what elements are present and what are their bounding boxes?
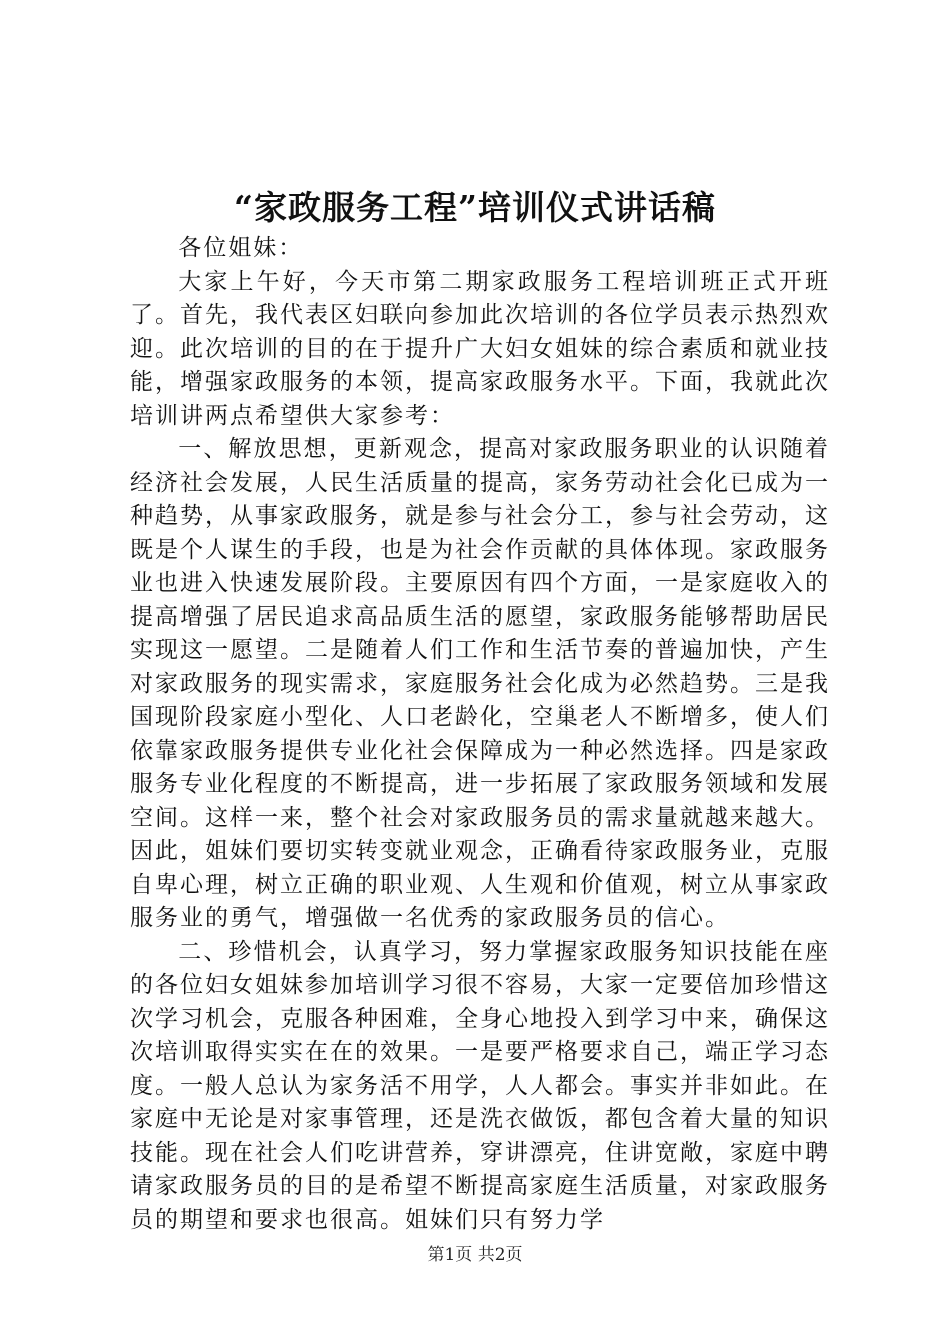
page-footer: 第1页 共2页: [427, 1245, 523, 1265]
document-title: “家政服务工程”培训仪式讲话稿: [234, 188, 716, 227]
document-body: [130, 232, 830, 1237]
paragraph-point-two: 二、珍惜机会，认真学习，努力掌握家政服务知识技能在座的各位妇女姐妹参加培训学习很不容易，大家一定要倍加珍惜这次学习机会，克服各种困难，全身心地投入到学习中来，确保这次培训取得实实在在的效果。一是要严格要求自己，端正学习态度。一般人总认为家务活不用学，人人都会。事实并非如此。在家庭中无论是对家事管理，还是洗衣做饭，都包含着大量的知识技能。现在社会人们吃讲营养，穿讲漂亮，住讲宽敞，家庭中聘请家政服务员的目的是希望不断提高家庭生活质量，对家政服务员的期望和要求也很高。姐妹们只有努力学: [130, 938, 830, 1233]
paragraph-intro: 大家上午好，今天市第二期家政服务工程培训班正式开班了。首先，我代表区妇联向参加此次培训的各位学员表示热烈欢迎。此次培训的目的在于提升广大妇女姐妹的综合素质和就业技能，增强家政服务的本领，提高家政服务水平。下面，我就此次培训讲两点希望供大家参考：: [130, 268, 830, 429]
salutation: 各位姐妹：: [178, 235, 304, 261]
paragraph-point-one: 一、解放思想，更新观念，提高对家政服务职业的认识随着经济社会发展，人民生活质量的提高，家务劳动社会化已成为一种趋势，从事家政服务，就是参与社会分工，参与社会劳动，这既是个人谋生的手段，也是为社会作贡献的具体体现。家政服务业也进入快速发展阶段。主要原因有四个方面，一是家庭收入的提高增强了居民追求高品质生活的愿望，家政服务能够帮助居民实现这一愿望。二是随着人们工作和生活节奏的普遍加快，产生对家政服务的现实需求，家庭服务社会化成为必然趋势。三是我国现阶段家庭小型化、人口老龄化，空巢老人不断增多，使人们依靠家政服务提供专业化社会保障成为一种必然选择。四是家政服务专业化程度的不断提高，进一步拓展了家政服务领域和发展空间。这样一来，整个社会对家政服务员的需求量就越来越大。因此，姐妹们要切实转变就业观念，正确看待家政服务业，克服自卑心理，树立正确的职业观、人生观和价值观，树立从事家政服务业的勇气，增强做一名优秀的家政服务员的信心。: [130, 436, 830, 931]
